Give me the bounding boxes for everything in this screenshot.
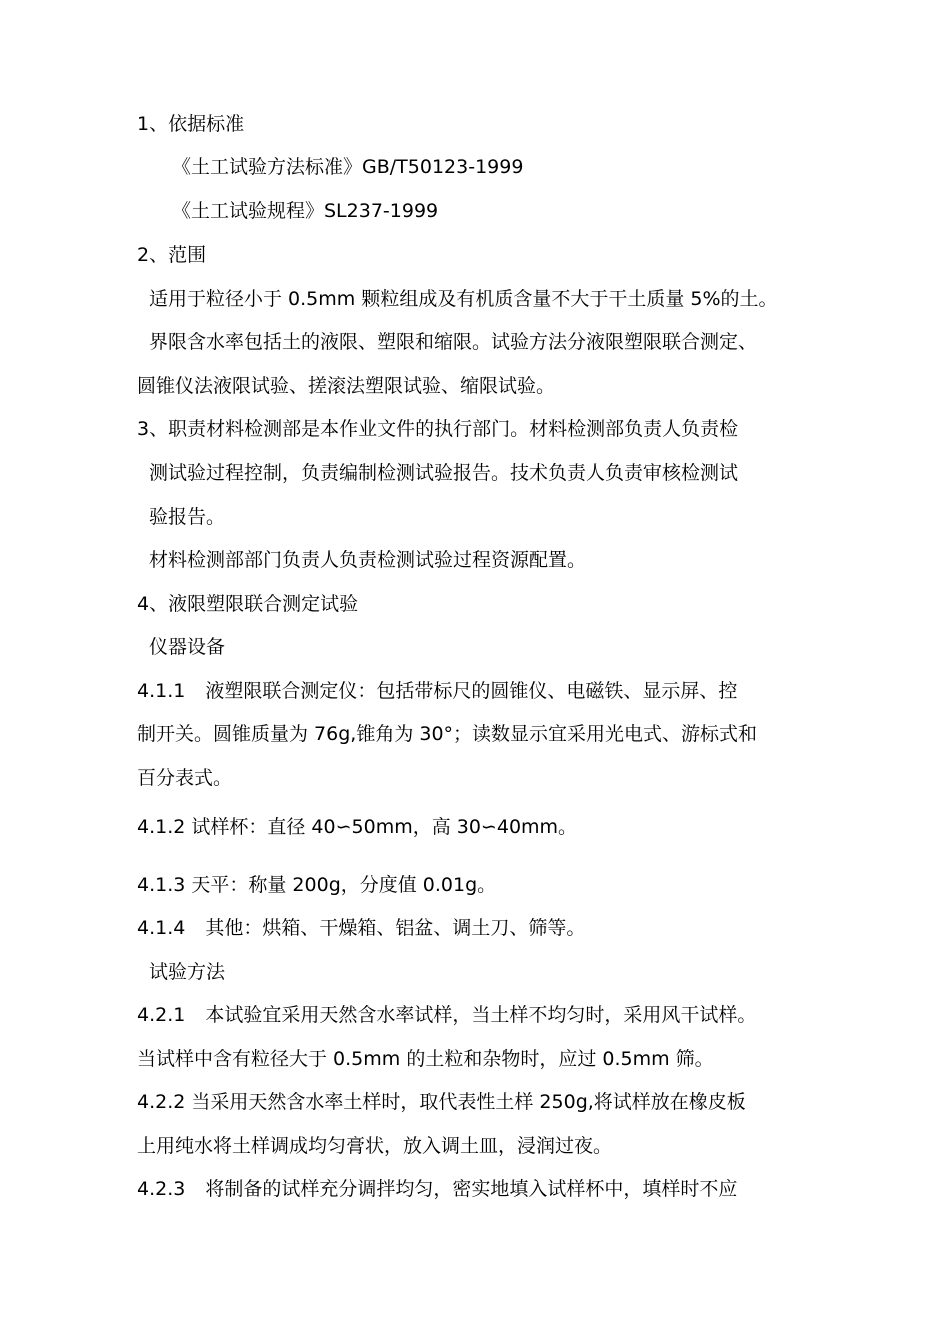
clause-4-1-2: 4.1.2 试样杯：直径 40∽50mm，高 30∽40mm。	[137, 816, 578, 838]
clause-4-2-2: 4.2.2 当采用天然含水率土样时，取代表性土样 250g,将试样放在橡皮板	[137, 1091, 746, 1113]
clause-text-line: 上用纯水将土样调成均匀膏状，放入调土皿，浸润过夜。	[137, 1135, 613, 1157]
clause-4-1-1	[137, 678, 737, 704]
clause-4-1-4	[137, 915, 585, 941]
clause-text-line: 百分表式。	[137, 767, 233, 789]
heading-basis-standards: 1、依据标准	[137, 113, 245, 135]
clause-4-2-1	[137, 1002, 756, 1028]
clause-4-2-3	[137, 1176, 737, 1202]
clause-text: 其他：烘箱、干燥箱、铝盆、调土刀、筛等。	[205, 917, 586, 939]
clause-text: 将制备的试样充分调拌均匀，密实地填入试样杯中，填样时不应	[205, 1178, 738, 1200]
responsibilities-text-line: 验报告。	[149, 506, 226, 528]
scope-text-line: 界限含水率包括土的液限、塑限和缩限。试验方法分液限塑限联合测定、	[149, 331, 758, 353]
clause-number: 4.1.4	[137, 917, 186, 939]
clause-number: 4.2.3	[137, 1178, 186, 1200]
clause-text-line: 当试样中含有粒径大于 0.5mm 的土粒和杂物时，应过 0.5mm 筛。	[137, 1048, 714, 1070]
standard-sl237: 《土工试验规程》SL237-1999	[172, 200, 439, 222]
clause-number: 4.1.1	[137, 680, 186, 702]
heading-liquid-plastic-limit-test: 4、液限塑限联合测定试验	[137, 593, 359, 615]
subheading-test-method: 试验方法	[149, 961, 226, 983]
responsibilities-text-line: 测试验过程控制，负责编制检测试验报告。技术负责人负责审核检测试	[149, 462, 739, 484]
clause-text: 本试验宜采用天然含水率试样，当土样不均匀时，采用风干试样。	[205, 1004, 757, 1026]
scope-text-line: 圆锥仪法液限试验、搓滚法塑限试验、缩限试验。	[137, 375, 556, 397]
responsibilities-text-line: 材料检测部部门负责人负责检测试验过程资源配置。	[149, 549, 587, 571]
clause-4-1-3: 4.1.3 天平：称量 200g，分度值 0.01g。	[137, 874, 497, 896]
clause-text: 液塑限联合测定仪：包括带标尺的圆锥仪、电磁铁、显示屏、控	[205, 680, 738, 702]
subheading-equipment: 仪器设备	[149, 636, 226, 658]
standard-gb-t50123: 《土工试验方法标准》GB/T50123-1999	[172, 156, 524, 178]
clause-number: 4.2.1	[137, 1004, 186, 1026]
scope-text-line: 适用于粒径小于 0.5mm 颗粒组成及有机质含量不大于干土质量 5%的土。	[149, 288, 778, 310]
clause-text-line: 制开关。圆锥质量为 76g,锥角为 30°；读数显示宜采用光电式、游标式和	[137, 723, 758, 745]
heading-scope: 2、范围	[137, 244, 207, 266]
heading-responsibilities: 3、职责材料检测部是本作业文件的执行部门。材料检测部负责人负责检	[137, 418, 739, 440]
